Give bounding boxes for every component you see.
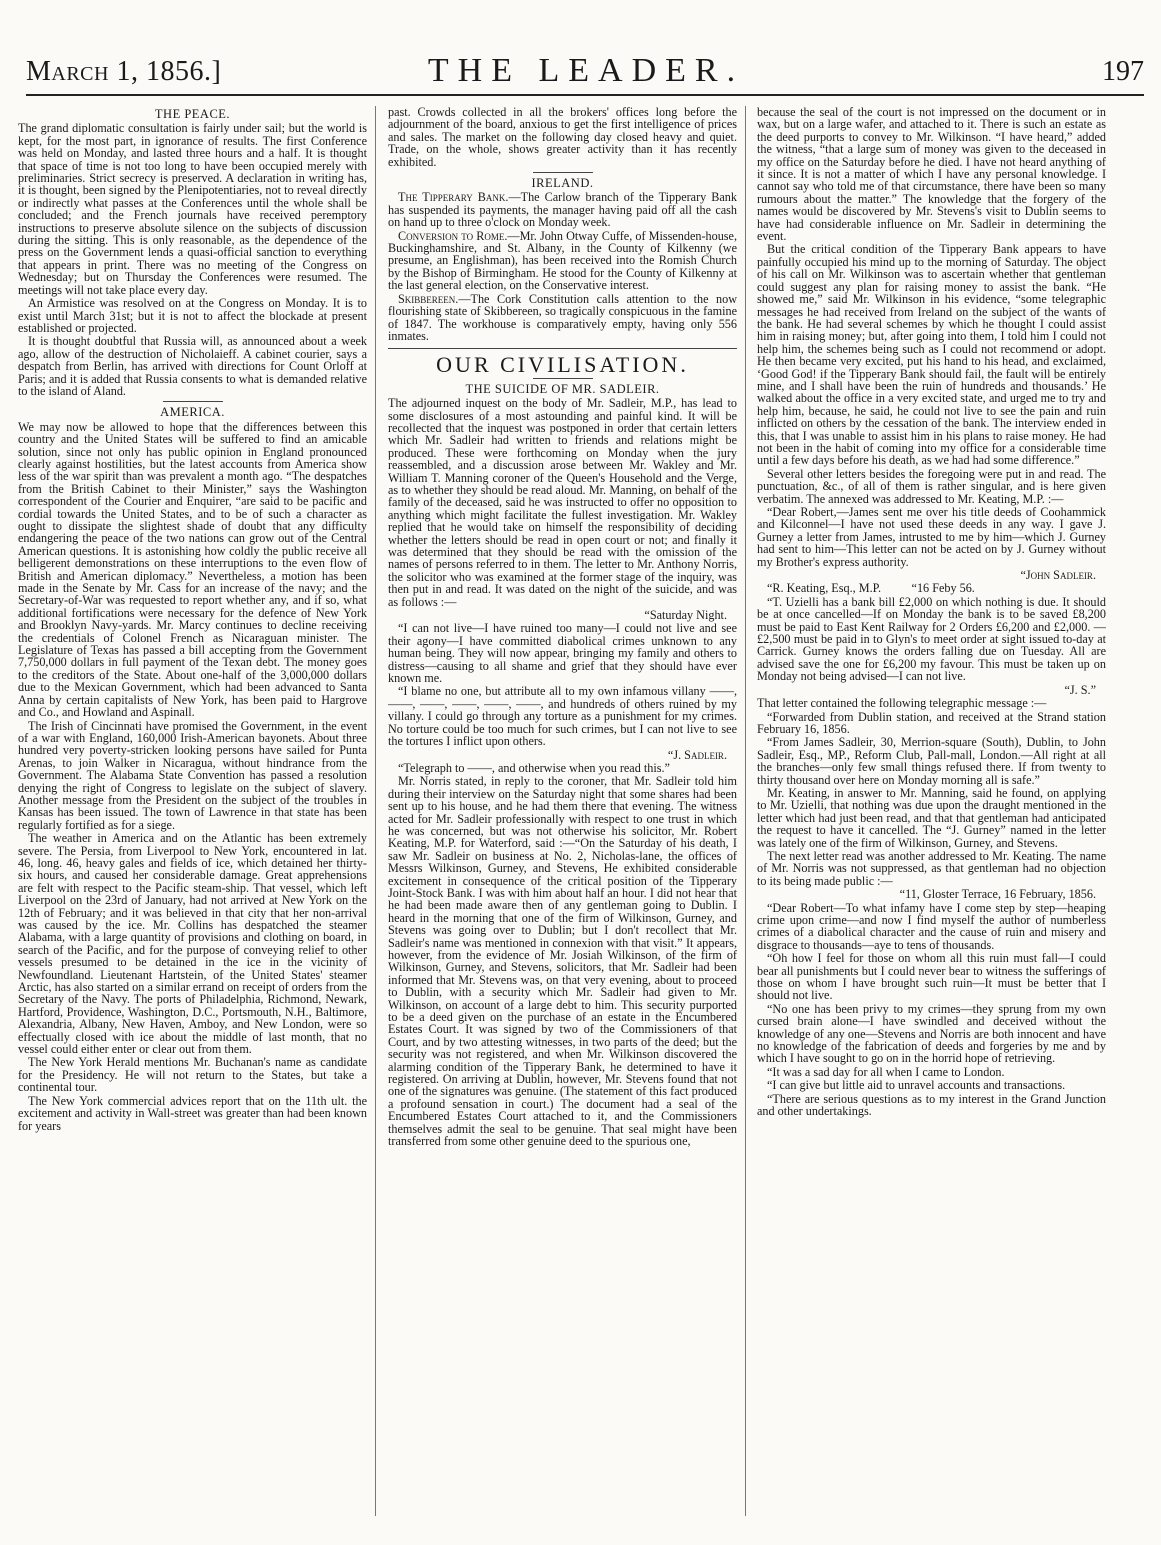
issue-date: March 1, 1856.]: [26, 56, 222, 87]
divider: [388, 348, 737, 349]
article-paragraph: Mr. Norris stated, in reply to the coroner, that Mr. Sadleir told him during their interview on the Saturday night that some shares had been sent up to his house, and he had them there that evening. The witness acted for Mr. Sadleir professionally with respect to one trust in which he was concerned, but was not otherwise his solicitor, Mr. Robert Keating, M.P. for Waterford, said :—“On the Saturday of his death, I saw Mr. Sadleir on business at No. 2, Nicholas-lane, the offices of Messrs Wilkinson, Gurney, and Stevens, He exhibited considerable excitement in consequence of the critical position of the Tipperary Joint-Stock Bank. I was with him about half an hour. I did not hear that he had been made aware then of any gentleman going to Dublin. I heard in the morning that one of the firm of Wilkinson, Gurney, and Stevens was going over to Dublin; but I don't recollect that Mr. Sadleir's name was mentioned in connexion with that visit.” It appears, however, from the evidence of Mr. Josiah Wilkinson, of the firm of Wilkinson, Gurney, and Stevens, solicitors, that Mr. Sadleir had been informed that Mr. Stevens was, on that very evening, about to proceed to Dublin, with a security which Mr. Sadleir had given to Mr. Wilkinson, on account of a large debt to him. This security purported to be a deed given on the purchase of an estate in the Encumbered Estates Court. It was signed by two of the Commissioners of that Court, and by two attesting witnesses, in two parts of the deed; but the security was not registered, and when Mr. Wilkinson discovered the alarming condition of the Tipperary Bank, he determined to have it registered. On arriving at Dublin, however, Mr. Stevens found that not one of the signatures was genuine. (The statement of this fact produced a profound sensation in court.) The document had a seal of the Encumbered Estates Court attached to it, and the Commissioners themselves admit the seal to be genuine. That seal might have been transferred from some other genuine deed to the spurious one,: [388, 774, 737, 1149]
column-divider: [375, 106, 376, 1516]
letter-address: “R. Keating, Esq., M.P. “16 Feby 56.: [767, 581, 975, 596]
letter-paragraph: “T. Uzielli has a bank bill £2,000 on which nothing is due. It should be at once cancelled—If on Monday the bank is to be saved £8,200 must be paid to East Kent Railway for 2 Orders £6,200 and £2,000. —£2,500 must be paid in to Glyn's to meet order at sight issued to-day at Carrick. Gurney knows the orders falling due on Tuesday. All are advised save the one for £6,200 my favour. This must be taken up on Monday not being advised—I can not live.: [757, 594, 1106, 684]
article-paragraph: The weather in America and on the Atlantic has been extremely severe. The Persia, from Liverpool to New York, encountered in lat. 46, long. 46, heavy gales and fields of ice, which detained her thirty-six hours, and caused her considerable damage. Great apprehensions are felt with respect to the Pacific steam-ship. That vessel, which left Liverpool on the 23rd of January, had not arrived at New York on the 12th of February; and it was believed in that city that her non-arrival was caused by the ice. Mr. Collins has despatched the steamer Alabama, with a large quantity of provisions and clothing on board, in search of the Pacific, and for the purpose of conveying relief to other vessels presumed to be detained in the ice in the vicinity of Newfoundland. Lieutenant Hartstein, of the United States' steamer Arctic, has also started on a similar errand on receipt of orders from the Secretary of the Navy. The ports of Philadelphia, Richmond, Newark, Hartford, Providence, Washington, D.C., Portsmouth, N.H., Baltimore, Alexandria, Albany, New Haven, Amboy, and New London, were so effectually closed with ice about the middle of last month, that no vessel could either enter or clear out from them.: [18, 831, 367, 1057]
letter-signature: “John Sadleir.: [1020, 568, 1096, 583]
run-in-head: Conversion to Rome.: [398, 228, 508, 243]
article-paragraph: It is thought doubtful that Russia will, as announced about a week ago, allow of the destruction of Nicholaieff. A cabinet courier, says a despatch from Berlin, has arrived with directions for Count Orloff at Paris; and it is added that Russia consents to what is demanded relative to the island of Aland.: [18, 334, 367, 398]
letter-dateline: “Saturday Night.: [644, 608, 727, 623]
telegraph-message: “From James Sadleir, 30, Merrion-square (South), Dublin, to John Sadleir, Esq., MP., Reform Club, Pall-mall, London.—All right at all the branches—only few small things refused there. If from twenty to thirty thousand over here on Monday morning all is safe.”: [757, 735, 1106, 787]
article-heading-sadleir: THE SUICIDE OF MR. SADLEIR.: [465, 381, 660, 396]
section-heading-civilisation: OUR CIVILISATION.: [436, 352, 689, 378]
paragraph-text: —The Carlow branch of the Tipperary Bank has suspended its payments, the manager having paid off all the cash on hand up to three o'clock on Monday week.: [388, 190, 737, 230]
letter-paragraph: “There are serious questions as to my interest in the Grand Junction and other undertakings.: [757, 1091, 1106, 1119]
letter-paragraph: “Dear Robert—To what infamy have I come step by step—heaping crime upon crime—and now I find myself the author of numberless crimes of a diabolical character and the cause of ruin and misery and disgrace to thousands—aye to tens of thousands.: [757, 900, 1106, 952]
article-paragraph: The grand diplomatic consultation is fairly under sail; but the world is kept, for the most part, in ignorance of results. The first Conference was held on Monday, and lasted three hours and a half. It is thought that space of time is not too long to have been occupied merely with preliminaries. Strict secrecy is preserved. A declaration in writing has, it is thought, been signed by the Plenipotentiaries, not to reveal directly or indirectly what passes at the Conferences until the whole shall be concluded; and the French journals have received peremptory instructions to preserve absolute silence on the subjects of discussion during the sitting. This is only reasonable, as the dependence of the press on the Government lends a quasi-official sanction to everything that appears in print. There was no meeting of the Congress on Wednesday; but on Thursday the Conferences were resumed. The meetings will not take place every day.: [18, 121, 367, 297]
column-3: [757, 106, 1106, 1526]
article-paragraph: The Irish of Cincinnati have promised the Government, in the event of a war with England, 160,000 Irish-American bayonets. About three hundred very poverty-stricken looking persons have sailed for Punta Arenas, to join Walker in Nicaragua, without hindrance from the Government. The Alabama State Convention has passed a resolution denying the right of Congress to legislate on the subject of slavery. Another message from the President on the subject of the troubles in Kansas has been issued. The town of Lawrence in that state has been regularly fortified as for a siege.: [18, 718, 367, 832]
letter-paragraph: “Dear Robert,—James sent me over his title deeds of Coohammick and Kilconnel—I have not used these deeds in any way. I gave J. Gurney a letter from James, intrusted to me by him—which J. Gurney had sent to him—This letter can not be acted on by J. Gurney without my Brother's express authority.: [757, 505, 1106, 569]
letter-signature: “J. S.”: [1064, 682, 1096, 697]
letter-paragraph: “Telegraph to ——, and otherwise when you read this.”: [398, 760, 670, 775]
telegraph-header: “Forwarded from Dublin station, and received at the Strand station February 16, 1856.: [757, 709, 1106, 736]
letter-dateline: “11, Gloster Terrace, 16 February, 1856.: [899, 887, 1096, 902]
section-heading-peace: THE PEACE.: [154, 107, 231, 121]
article-paragraph: An Armistice was resolved on at the Congress on Monday. It is to exist until March 31st; but it is not to affect the blockade at present established or projected.: [18, 296, 367, 335]
paragraph-text: —The Cork Constitution calls attention to the now flourishing state of Skibbereen, so tragically conspicuous in the famine of 1847. The workhouse is comparatively empty, having only 556 inmates.: [388, 291, 737, 343]
letter-paragraph: “I can give but little aid to unravel accounts and transactions.: [767, 1078, 1066, 1093]
article-paragraph: Several other letters besides the foregoing were put in and read. The punctuation, &c., of all of them is rather singular, and is here given verbatim. The annexed was addressed to Mr. Keating, M.P. :—: [757, 466, 1106, 506]
article-paragraph: because the seal of the court is not impressed on the document or in wax, but on a large wafer, and attached to it. There is such an estate as the deed purports to convey to Mr. Wilkinson. “I have heard,” added the witness, “that a large sum of money was given to the deceased in my office on the Saturday before he died. I have not heard anything of it since. It is not a matter of which I have any personal knowledge. I cannot say who told me of that circumstance, there have been so many rumours about the matter.” The knowledge that the forgery of the names would be discovered by Mr. Stevens's visit to Dublin seems to have had considerable influence on Mr. Sadleir in determining the event.: [757, 106, 1106, 244]
paragraph-text: —Mr. John Otway Cuffe, of Missenden-house, Buckinghamshire, and St. Albany, in the County of Kilkenny (we presume, an Englishman), has been received into the Romish Church by the Bishop of Birmingham. He stood for the County of Kilkenny at the last general election, on the Conservative interest.: [388, 228, 737, 293]
article-paragraph: The New York Herald mentions Mr. Buchanan's name as candidate for the Presidency. He will not return to the States, but take a continental tour.: [18, 1055, 367, 1095]
run-in-head: Skibbereen.: [398, 291, 459, 306]
letter-paragraph: “No one has been privy to my crimes—they sprung from my own cursed brain alone—I have swindled and deceived without the knowledge of any one—Stevens and Norris are both innocent and have no knowledge of the fabrication of deeds and forgeries by me and by which I have sought to go on in the horrid hope of retrieving.: [757, 1001, 1106, 1066]
divider: [533, 172, 593, 173]
article-paragraph: [388, 191, 737, 228]
section-heading-america: AMERICA.: [160, 405, 225, 420]
article-paragraph: We may now be allowed to hope that the differences between this country and the United States will be suffered to find an amicable solution, since not only has public opinion in England pronounced clearly against hostilities, but the latest accounts from America show less of the war spirit than was prevalent a month ago. “The despatches from the British Cabinet to their Minister,” says the Washington correspondent of the Courier and Enquirer, “are said to be pacific and cordial towards the United States, and to be of such a character as ought to dissipate the slightest shade of doubt that any difficulty endangering the peace of the two nations can grow out of the Central American questions. It is astonishing how coldly the public receive all belligerent demonstrations on these interruptions to the even flow of British and American diplomacy.” Nevertheless, a motion has been made in the Senate by Mr. Cass for an increase of the navy; and the Secretary-of-War was requested to report whether any, and if so, what additional fortifications were necessary for the defence of New York and Brooklyn Navy-yards. Mr. Marcy continues to decline receiving the credentials of Colonel French as Nicaraguan minister. The Legislature of Texas has passed a bill accepting from the Government 7,750,000 dollars in full payment of the Texan debt. The money goes to the creditors of the State. About one-half of the 3,000,000 dollars due to the Mexican Government, which had been advanced to Santa Anna by certain capitalists of New York, has been paid to Hargrove and Co., and Howland and Aspinall.: [18, 419, 367, 720]
letter-paragraph: “It was a sad day for all when I came to London.: [767, 1064, 1005, 1079]
divider: [163, 401, 223, 402]
divider: [533, 378, 593, 379]
masthead: [26, 22, 1144, 92]
article-paragraph: [388, 293, 737, 343]
column-divider: [745, 106, 746, 1516]
page-number: 197: [1102, 56, 1144, 87]
article-paragraph: [388, 230, 737, 292]
letter-paragraph: “I blame no one, but attribute all to my own infamous villany ——, ——, ——, ——, ——, ——, and hundreds of others ruined by my villany. I could go through any torture as a punishment for my crimes. No torture could be too much for such crimes, but I can not live to see the tortures I inflict upon others.: [388, 684, 737, 749]
article-paragraph: The next letter read was another addressed to Mr. Keating. The name of Mr. Norris was not suppressed, as that gentleman had no objection to its being made public :—: [757, 848, 1106, 888]
article-paragraph: The New York commercial advices report that on the 11th ult. the excitement and activity in Wall-street was greater than had been known for years: [18, 1093, 367, 1133]
masthead-rule: [26, 94, 1144, 96]
letter-paragraph: “I can not live—I have ruined too many—I could not live and see their agony—I have committed diabolical crimes unknown to any human being. They will now appear, bringing my family and others to distress—causing to all shame and grief that they should have ever known me.: [388, 621, 737, 686]
article-paragraph: past. Crowds collected in all the brokers' offices long before the adjournment of the board, anxious to get the first intelligence of prices and sales. The market on the following day closed heavy and quiet. Trade, on the whole, shows greater activity than it has recently exhibited.: [388, 106, 737, 169]
section-heading-ireland: IRELAND.: [531, 176, 594, 191]
article-paragraph: That letter contained the following telegraphic message :—: [757, 696, 1047, 711]
article-paragraph: Mr. Keating, in answer to Mr. Manning, said he found, on applying to Mr. Uzielli, that nothing was due upon the draught mentioned in the letter which had just been read, and that that gentleman had anticipated the request to have it cancelled. The “J. Gurney” named in the letter was lately one of the firm of Wilkinson, Gurney, and Stevens.: [757, 785, 1106, 850]
letter-paragraph: “Oh how I feel for those on whom all this ruin must fall—I could bear all punishments but I could never bear to witness the sufferings of those on whom I have brought such ruin—It must be better that I should not live.: [757, 951, 1106, 1003]
article-paragraph: The adjourned inquest on the body of Mr. Sadleir, M.P., has lead to some disclosures of a most astounding and painful kind. It will be recollected that the inquest was postponed in order that certain letters which Mr. Sadleir had written to friends and relations might be produced. These were forthcoming on Monday when the jury reassembled, and a discussion arose between Mr. Wakley and Mr. William T. Manning coroner of the Queen's Household and the Verge, as to whether they should be read aloud. Mr. Manning, on behalf of the family of the deceased, said he was instructed to offer no opposition to anything which might facilitate the fullest investigation. Mr. Wakley replied that he would take on himself the responsibility of deciding whether the letters should be read in open court or not; and finally it was determined that they should be read with the omission of the names of persons referred to in them. The letter to Mr. Anthony Norris, the solicitor who was examined at the former stage of the inquiry, was then put in and read. It was dated on the night of the suicide, and was as follows :—: [388, 396, 737, 609]
column-1: [18, 106, 367, 1526]
article-paragraph: But the critical condition of the Tipperary Bank appears to have painfully occupied his mind up to the morning of Saturday. The object of his call on Mr. Wilkinson was to ascertain whether that gentleman could suggest any plan for raising money to assist the bank. “He showed me,” said Mr. Wilkinson in his evidence, “some telegraphic messages he had received from Ireland on the subject of the wants of the bank. He had several schemes by which he thought I could assist him in raising money; but, after going into them, I told him I could not help him, the schemes being such as I could not recommend or adopt. He then became very excited, put his hand to his head, and exclaimed, ‘Good God! if the Tipperary Bank should fail, the fault will be entirely mine, and I shall have been the ruin of hundreds and thousands.’ He walked about the office in a very excited state, and urged me to try and help him, because, he said, he could not live to see the pain and ruin inflicted on others by the cessation of the bank. The interview ended in this, that I was unable to assist him in his plans to raise money. He had not been in the habit of coming into my office for a considerable time until a few days before his death, as we had had some difference.”: [757, 242, 1106, 468]
newspaper-title: THE LEADER.: [427, 52, 745, 89]
column-2: [388, 106, 737, 1526]
letter-signature: “J. Sadleir.: [667, 747, 727, 762]
run-in-head: The Tipperary Bank.: [398, 190, 509, 205]
